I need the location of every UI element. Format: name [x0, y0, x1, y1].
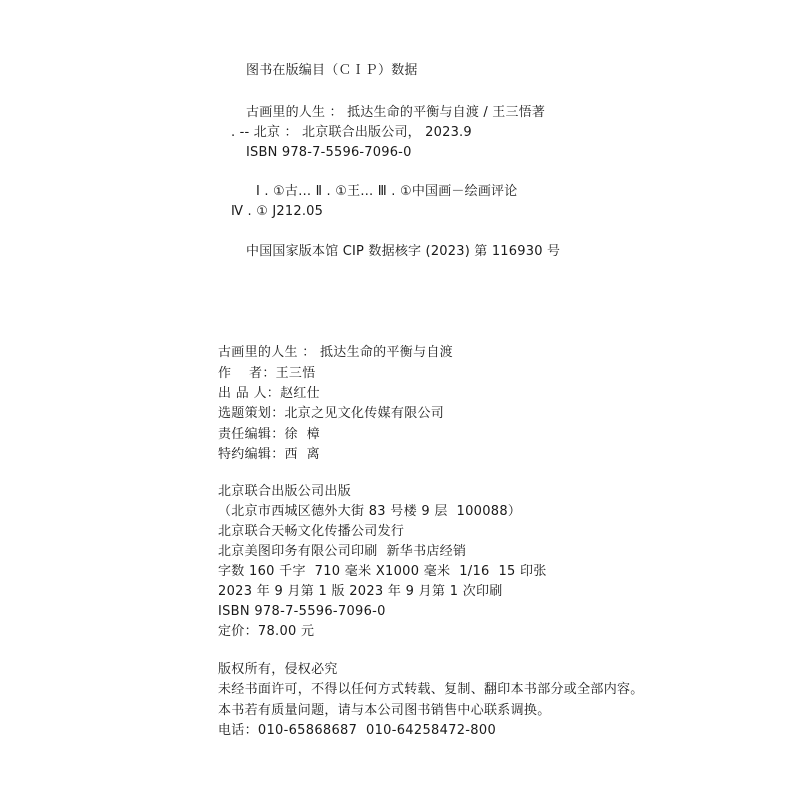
phone-line: 电话：010-65868687 010-64258472-800 — [218, 723, 497, 738]
specs-line: 字数 160 千字 710 毫米 X1000 毫米 1/16 15 印张 — [218, 564, 547, 579]
cip-isbn-line: ISBN 978-7-5596-7096-0 — [246, 145, 412, 160]
edition-line: 2023 年 9 月第 1 版 2023 年 9 月第 1 次印刷 — [218, 584, 503, 599]
editor-line: 责任编辑：徐 樟 — [218, 427, 320, 442]
rights-line-3: 本书若有质量问题，请与本公司图书销售中心联系调换。 — [218, 703, 551, 718]
book-title: 古画里的人生 ： 抵达生命的平衡与自渡 — [218, 345, 453, 360]
special-editor-line: 特约编辑：西 离 — [218, 447, 320, 462]
planner-line: 选题策划：北京之见文化传媒有限公司 — [218, 406, 445, 421]
distributor-line: 北京联合天畅文化传播公司发行 — [218, 524, 405, 539]
cip-subject-line-2: Ⅳ . ① J212.05 — [231, 204, 324, 219]
cip-publication-line: . -- 北京 ： 北京联合出版公司， 2023.9 — [231, 125, 472, 140]
cip-subject-line-1: Ⅰ . ①古… Ⅱ . ①王… Ⅲ . ①中国画－绘画评论 — [256, 184, 518, 199]
producer-line: 出 品 人：赵红仕 — [218, 386, 320, 401]
cip-record-number: 中国国家版本馆 CIP 数据核字 (2023) 第 116930 号 — [246, 244, 561, 259]
address-line: （北京市西城区德外大街 83 号楼 9 层 100088） — [218, 504, 522, 519]
publisher-line: 北京联合出版公司出版 — [218, 484, 352, 499]
price-line: 定价：78.00 元 — [218, 624, 315, 639]
isbn-line: ISBN 978-7-5596-7096-0 — [218, 604, 386, 619]
cip-heading: 图书在版编目（ＣＩＰ）数据 — [246, 63, 418, 78]
printer-line: 北京美图印务有限公司印刷 新华书店经销 — [218, 544, 467, 559]
rights-line-2: 未经书面许可，不得以任何方式转载、复制、翻印本书部分或全部内容。 — [218, 682, 644, 697]
cip-title-line: 古画里的人生 ： 抵达生命的平衡与自渡 / 王三悟著 — [246, 105, 546, 120]
rights-line-1: 版权所有，侵权必究 — [218, 662, 338, 677]
author-line: 作 者：王三悟 — [218, 366, 316, 381]
